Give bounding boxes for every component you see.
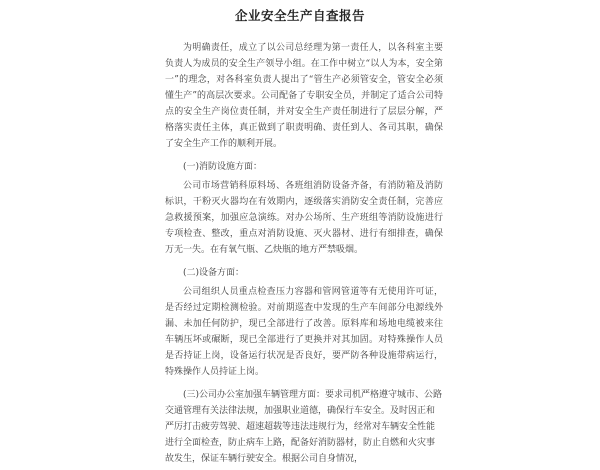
section-heading: (一)消防设施方面：: [183, 162, 263, 172]
section-heading: (二)设备方面：: [183, 268, 245, 278]
section-heading: (三)公司办公室加强车辆管理方面：要求司机严格遵守城市、公路交通管理有关法律法规，加强职业道德，确保行车安全。及时因正和严厉打击疲劳驾驶、超速超载等违法违规行为，经常对车辆安全性能进行全面检查，防止病车上路，配备好消防器材，防止自燃和火灾事故发生，保证车辆行驶安全。根据公司自身情况，: [165, 390, 443, 464]
document-title: 企业安全生产自查报告: [234, 8, 365, 23]
body-paragraph: 公司市场营销科原料场、各班组消防设备齐备，有消防箱及消防标识，干粉灭火器均在有效期内，逐级落实消防安全责任制，完善应急救援预案，加强应急演练。对办公场所、生产班组等消防设施进行专项检查、整改，重点对消防设施、灭火器材、进行有细排查，确保万无一失。在有氧气瓶、乙炔瓶的地方严禁吸烟。: [165, 181, 443, 255]
body-paragraph: 为明确责任，成立了以公司总经理为第一责任人，以各科室主要负责人为成员的安全生产领导小组。在工作中树立“以人为本，安全第一”的理念，对各科室负责人提出了“管生产必须管安全，管安全必须懂生产”的高层次要求。公司配备了专职安全员，并制定了适合公司特点的安全生产岗位责任制，并对安全生产责任制进行了层层分解，严格落实责任主体，真正做到了职责明确、责任到人、各司其职，确保了安全生产工作的顺利开展。: [165, 43, 443, 149]
document-body: [165, 40, 443, 470]
body-paragraph: 公司组织人员重点检查压力容器和管网管道等有无使用许可证，是否经过定期检测检验。对前期巡查中发现的生产车间部分电源线外漏、未加任何防护，现已全部进行了改善。原料库和场地电缆被来往车辆压坏或碾断，现已全部进行了更换并对其加固。对特殊操作人员是否持证上岗，设备运行状况是否良好，要严防各种设施带病运行，特殊操作人员持证上岗。: [165, 287, 443, 377]
